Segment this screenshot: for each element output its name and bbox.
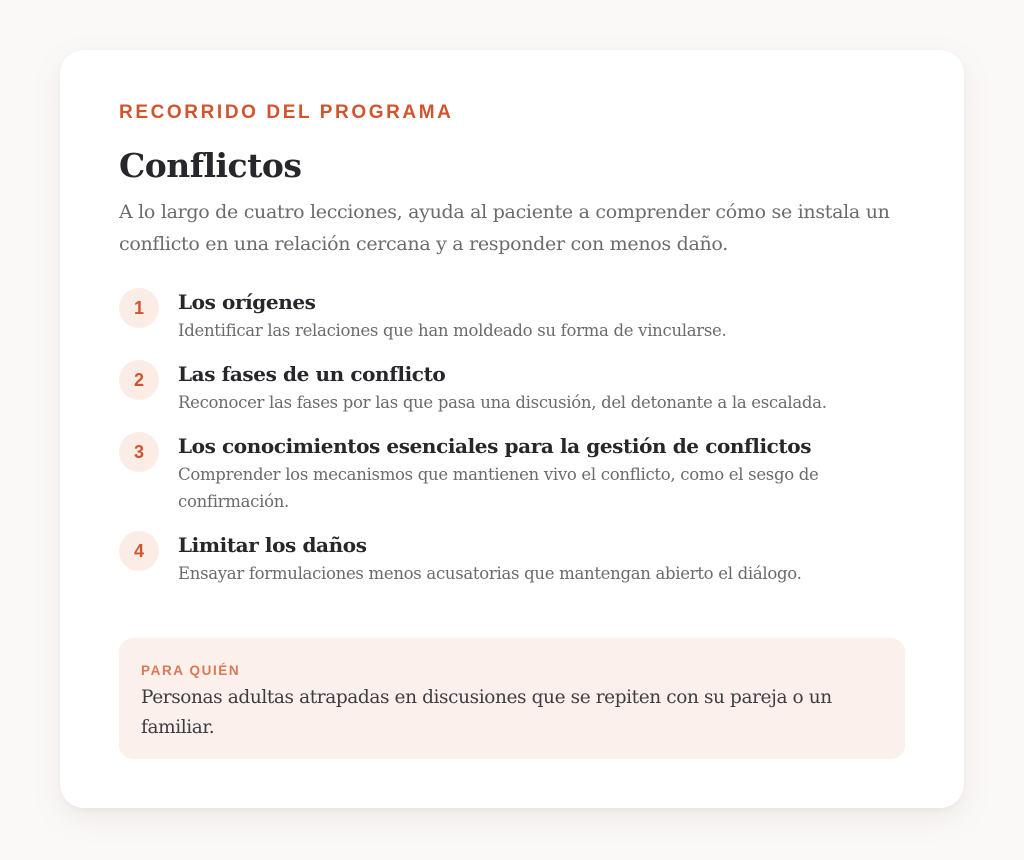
lesson-description: Comprender los mecanismos que mantienen vivo el conflicto, como el sesgo de confirmación. [178,465,819,511]
lesson-number-badge: 3 [119,432,159,472]
lesson-body [178,288,905,344]
lesson-body [178,432,905,515]
lesson-item [119,288,905,344]
lesson-item [119,432,905,515]
lesson-title: Los conocimientos esenciales para la gestión de conflictos [178,434,812,458]
audience-text: Personas adultas atrapadas en discusiones que se repiten con su pareja o un familiar. [141,687,832,738]
lesson-body [178,531,905,587]
program-card [60,50,964,808]
lesson-description: Identificar las relaciones que han moldeado su forma de vincularse. [178,321,727,340]
lesson-number-badge: 2 [119,360,159,400]
section-intro: A lo largo de cuatro lecciones, ayuda al paciente a comprender cómo se instala un conflicto en una relación cercana y a responder con menos daño. [119,201,890,255]
lesson-body [178,360,905,416]
lesson-item [119,360,905,416]
section-eyebrow: RECORRIDO DEL PROGRAMA [119,102,454,123]
lesson-number-badge: 4 [119,531,159,571]
lesson-description: Ensayar formulaciones menos acusatorias que mantengan abierto el diálogo. [178,564,802,583]
audience-panel [119,638,905,759]
lesson-title: Las fases de un conflicto [178,362,446,386]
lesson-title: Los orígenes [178,290,316,314]
page-title: Conflictos [119,146,302,185]
audience-label: PARA QUIÉN [141,663,241,678]
lesson-title: Limitar los daños [178,533,367,557]
lesson-description: Reconocer las fases por las que pasa una discusión, del detonante a la escalada. [178,393,827,412]
lesson-number-badge: 1 [119,288,159,328]
lesson-item [119,531,905,587]
lesson-list [119,288,905,587]
